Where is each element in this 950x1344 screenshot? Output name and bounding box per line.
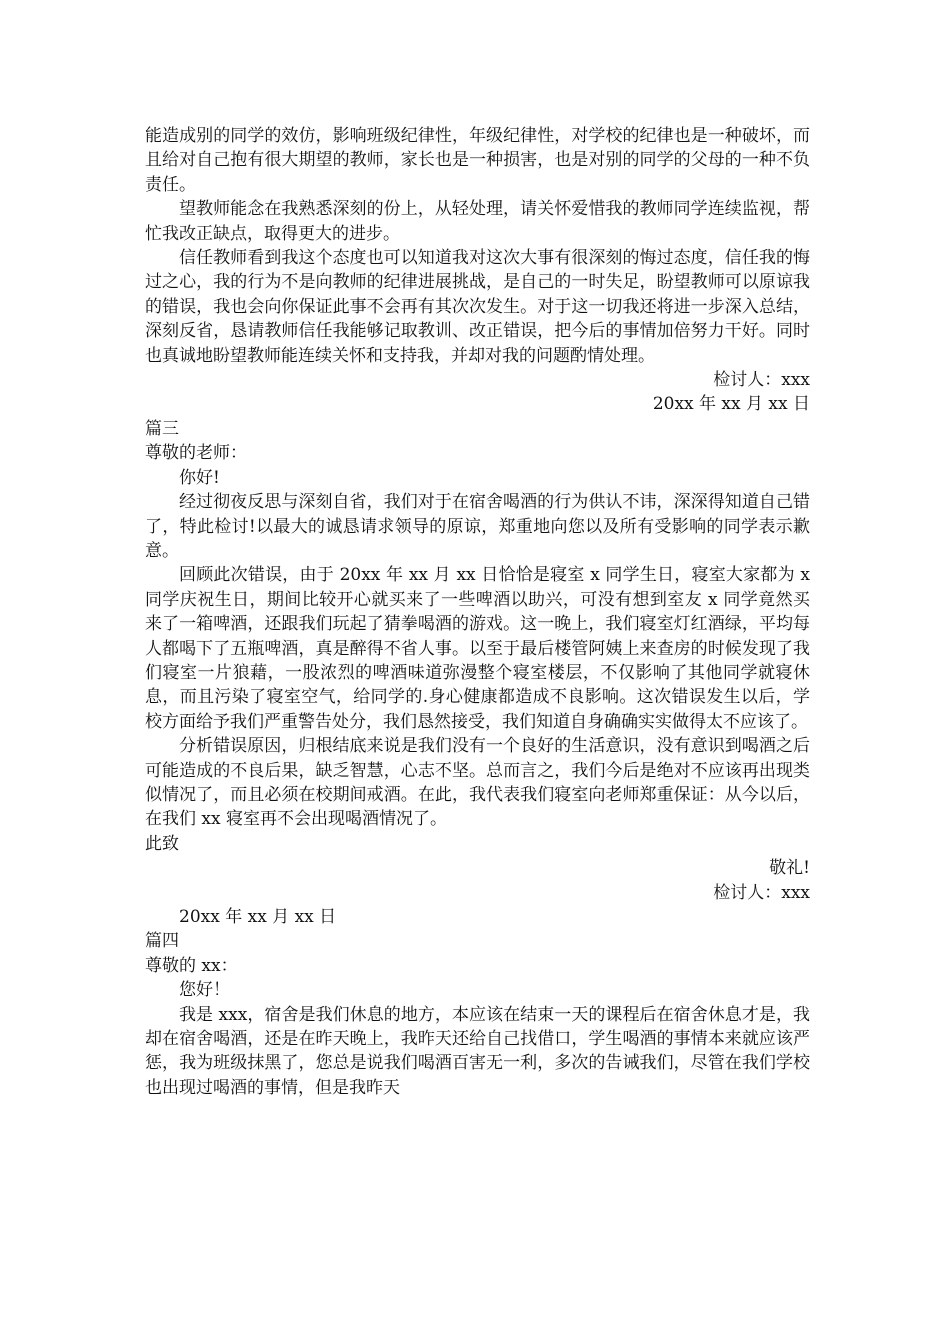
salute: 敬礼! — [769, 858, 810, 879]
date-line: 20xx 年 xx 月 xx 日 — [652, 394, 810, 415]
paragraph: 望教师能念在我熟悉深刻的份上，从轻处理，请关怀爱惜我的教师同学连续监视，帮忙我改正缺点，取得更大的进步。 — [145, 199, 810, 244]
greeting: 你好! — [179, 467, 220, 488]
greeting: 您好！ — [179, 980, 230, 1001]
signer-line: 检讨人：xxx — [713, 370, 810, 391]
section-title: 篇四 — [145, 931, 179, 952]
paragraph: 能造成别的同学的效仿，影响班级纪律性，年级纪律性，对学校的纪律也是一种破坏，而且给对自己抱有很大期望的教师，家长也是一种损害，也是对别的同学的父母的一种不负责任。 — [145, 126, 810, 195]
section-title: 篇三 — [145, 418, 179, 439]
signer-line: 检讨人：xxx — [713, 882, 810, 903]
closing: 此致 — [145, 833, 179, 854]
paragraph: 信任教师看到我这个态度也可以知道我对这次大事有很深刻的悔过态度，信任我的悔过之心，我的行为不是向教师的纪律进展挑战，是自己的一时失足，盼望教师可以原谅我的错误，我也会向你保证此事不会再有其次次发生。对于这一切我还将进一步深入总结，深刻反省，恳请教师信任我能够记取教训、改正错误，把今后的事情加倍努力干好。同时也真诚地盼望教师能连续关怀和支持我，并却对我的问题酌情处理。 — [145, 248, 810, 366]
paragraph: 我是 xxx，宿舍是我们休息的地方，本应该在结束一天的课程后在宿舍休息才是，我却在宿舍喝酒，还是在昨天晚上，我昨天还给自己找借口，学生喝酒的事情本来就应该严惩，我为班级抹黑了，您总是说我们喝酒百害无一利，多次的告诫我们，尽管在我们学校也出现过喝酒的事情，但是我昨天 — [145, 1004, 810, 1098]
paragraph: 经过彻夜反思与深刻自省，我们对于在宿舍喝酒的行为供认不讳，深深得知道自己错了，特此检讨!以最大的诚恳请求领导的原谅，郑重地向您以及所有受影响的同学表示歉意。 — [145, 492, 810, 561]
salutation: 尊敬的 xx： — [145, 955, 238, 976]
paragraph: 分析错误原因，归根结底来说是我们没有一个良好的生活意识，没有意识到喝酒之后可能造成的不良后果，缺乏智慧，心志不坚。总而言之，我们今后是绝对不应该再出现类似情况了，而且必须在校期间戒酒。在此，我代表我们寝室向老师郑重保证：从今以后，在我们 xx 寝室再不会出现喝酒情况了。 — [145, 736, 810, 830]
paragraph: 回顾此次错误，由于 20xx 年 xx 月 xx 日恰恰是寝室 x 同学生日，寝室大家都为 x 同学庆祝生日，期间比较开心就买来了一些啤酒以助兴，可没有想到室友 x 同学竟然买来了一箱啤酒，还跟我们玩起了猜拳喝酒的游戏。这一晚上，我们寝室灯红酒绿，平均每人都喝下了五瓶啤酒，真是醉得不省人事。以至于最后楼管阿姨上来查房的时候发现了我们寝室一片狼藉，一股浓烈的啤酒味道弥漫整个寝室楼层，不仅影响了其他同学就寝休息，而且污染了寝室空气，给同学的.身心健康都造成不良影响。这次错误发生以后，学校方面给予我们严重警告处分，我们恳然接受，我们知道自身确确实实做得太不应该了。 — [145, 565, 810, 732]
salutation: 尊敬的老师： — [145, 443, 247, 464]
document-page — [145, 124, 810, 1100]
date-line: 20xx 年 xx 月 xx 日 — [179, 907, 337, 927]
